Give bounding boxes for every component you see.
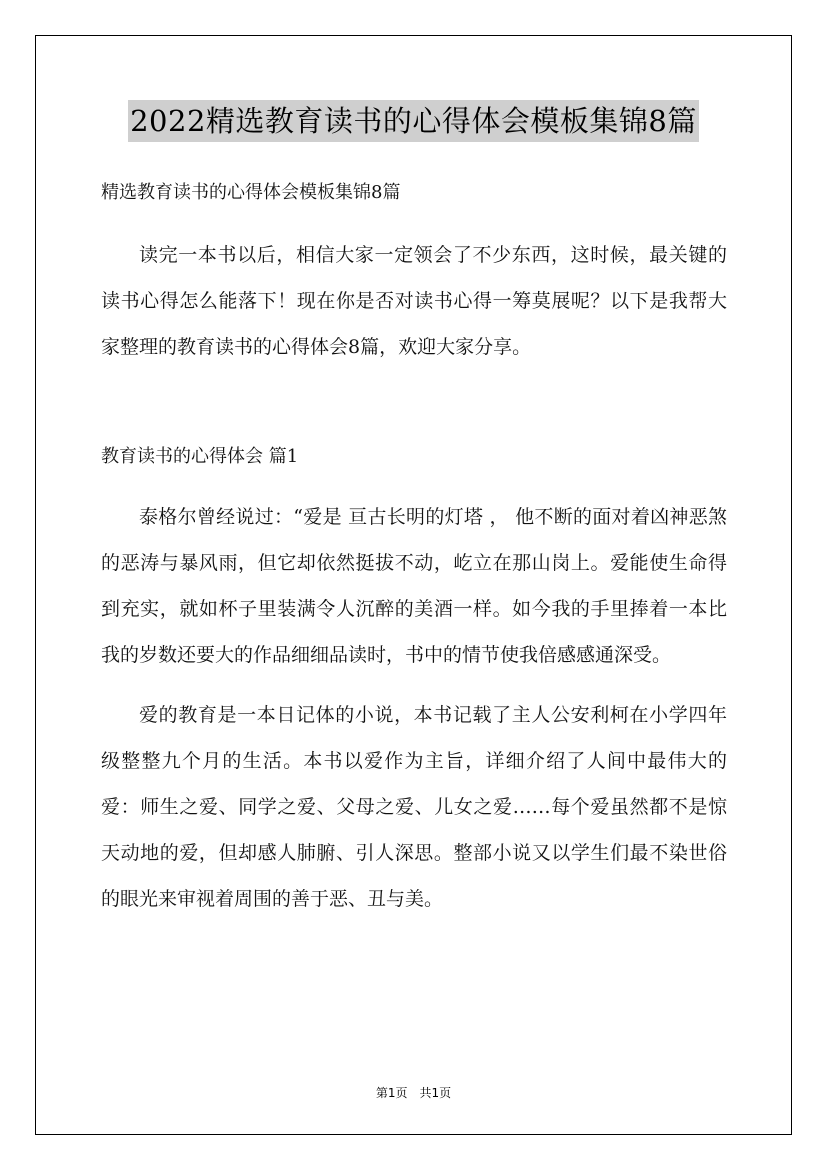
page-footer: 第1页 共1页: [375, 1086, 452, 1100]
intro-paragraph: 读完一本书以后，相信大家一定领会了不少东西，这时候，最关键的读书心得怎么能落下！现在你是否对读书心得一筹莫展呢？以下是我帮大家整理的教育读书的心得体会8篇，欢迎大家分享。: [101, 244, 727, 358]
section-paragraph: 爱的教育是一本日记体的小说，本书记载了主人公安利柯在小学四年级整整九个月的生活。本书以爱作为主旨，详细介绍了人间中最伟大的爱：师生之爱、同学之爱、父母之爱、儿女之爱……每个爱虽然都不是惊天动地的爱，但却感人肺腑、引人深思。整部小说又以学生们最不染世俗的眼光来审视着周围的善于恶、丑与美。: [101, 704, 727, 910]
document-subtitle: 精选教育读书的心得体会模板集锦8篇: [101, 182, 401, 203]
section-paragraph: 泰格尔曾经说过：“爱是 亘古长明的灯塔 ， 他不断的面对着凶神恶煞的恶涛与暴风雨，但它却依然挺拔不动，屹立在那山岗上。爱能使生命得到充实，就如杯子里装满令人沉醉的美酒一样。如今我的手里捧着一本比我的岁数还要大的作品细细品读时，书中的情节使我倍感感通深受。: [101, 506, 727, 666]
document-title-text: 2022精选教育读书的心得体会模板集锦8篇: [128, 100, 699, 142]
document-body: [101, 178, 727, 922]
section-heading: 教育读书的心得体会 篇1: [101, 446, 299, 467]
document-title: [0, 100, 827, 142]
